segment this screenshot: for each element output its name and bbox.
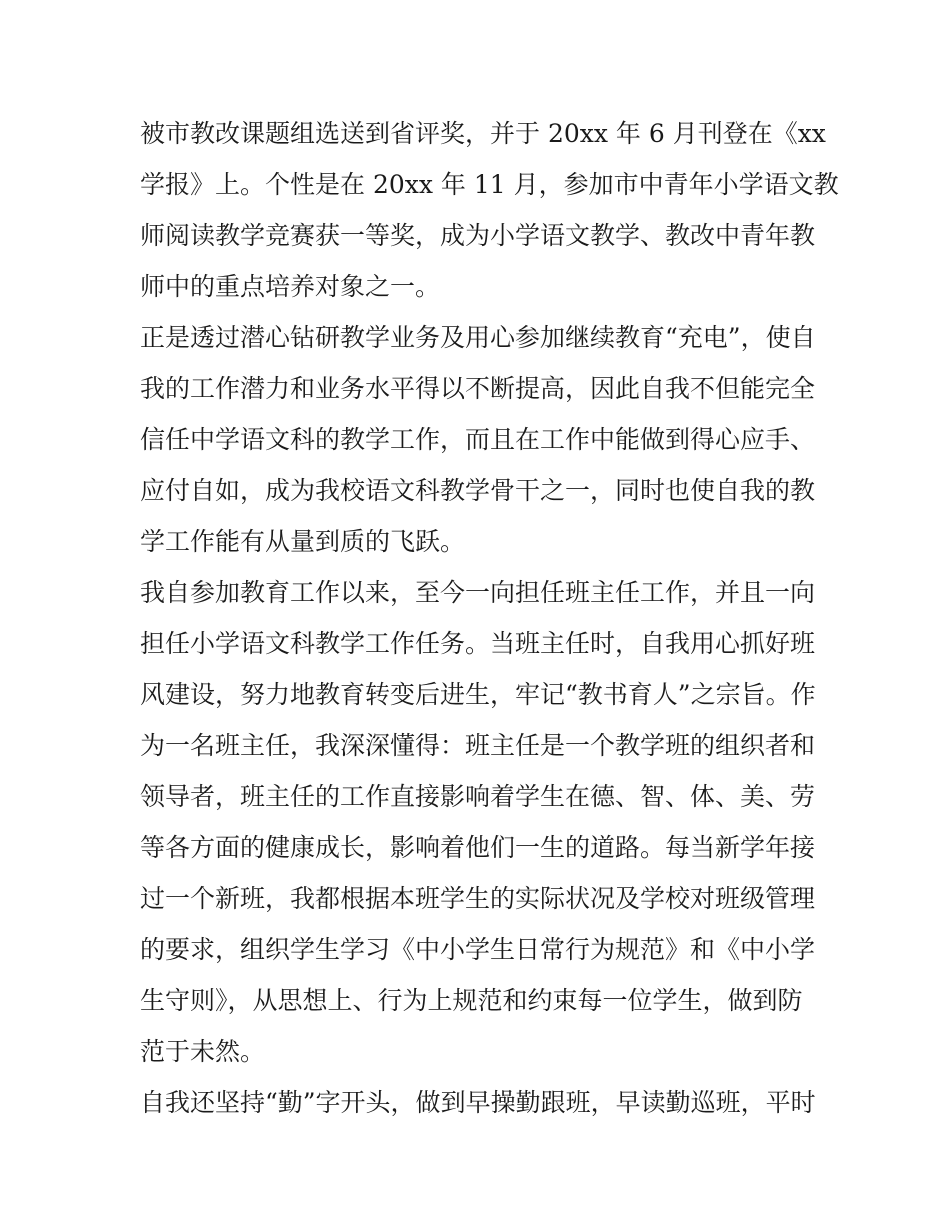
text-line: 为一名班主任，我深深懂得：班主任是一个教学班的组织者和: [140, 731, 816, 760]
text-line: 生守则》，从思想上、行为上规范和约束每一位学生，做到防: [140, 986, 803, 1015]
text-line: 我的工作潜力和业务水平得以不断提高，因此自我不但能完全: [140, 374, 816, 403]
text-line: 师中的重点培养对象之一。: [140, 272, 441, 301]
text-line: 我自参加教育工作以来，至今一向担任班主任工作，并且一向: [140, 578, 816, 607]
text-line: 担任小学语文科教学工作任务。当班主任时，自我用心抓好班: [140, 629, 816, 658]
text-line: 等各方面的健康成长，影响着他们一生的道路。每当新学年接: [140, 833, 816, 862]
paragraph: [140, 1077, 820, 1128]
text-line: 风建设，努力地教育转变后进生，牢记“教书育人”之宗旨。作: [140, 680, 816, 709]
paragraph: [140, 567, 820, 1077]
text-line: 正是透过潜心钻研教学业务及用心参加继续教育“充电”，使自: [140, 323, 816, 352]
text-line: 范于未然。: [140, 1037, 266, 1066]
text-line: 信任中学语文科的教学工作，而且在工作中能做到得心应手、: [140, 425, 816, 454]
text-line: 被市教改课题组选送到省评奖，并于 20xx 年 6 月刊登在《xx: [140, 119, 826, 148]
text-line: 学报》上。个性是在 20xx 年 11 月，参加市中青年小学语文教: [140, 170, 839, 199]
text-line: 的要求，组织学生学习《中小学生日常行为规范》和《中小学: [140, 935, 816, 964]
document-body: [140, 108, 839, 1128]
text-line: 自我还坚持“勤”字开头，做到早操勤跟班，早读勤巡班，平时: [140, 1088, 816, 1117]
paragraph: [140, 312, 820, 567]
text-line: 学工作能有从量到质的飞跃。: [140, 527, 466, 556]
text-line: 应付自如，成为我校语文科教学骨干之一，同时也使自我的教: [140, 476, 816, 505]
paragraph: [140, 108, 839, 312]
text-line: 过一个新班，我都根据本班学生的实际状况及学校对班级管理: [140, 884, 816, 913]
text-line: 师阅读教学竞赛获一等奖，成为小学语文教学、教改中青年教: [140, 221, 816, 250]
text-line: 领导者，班主任的工作直接影响着学生在德、智、体、美、劳: [140, 782, 816, 811]
